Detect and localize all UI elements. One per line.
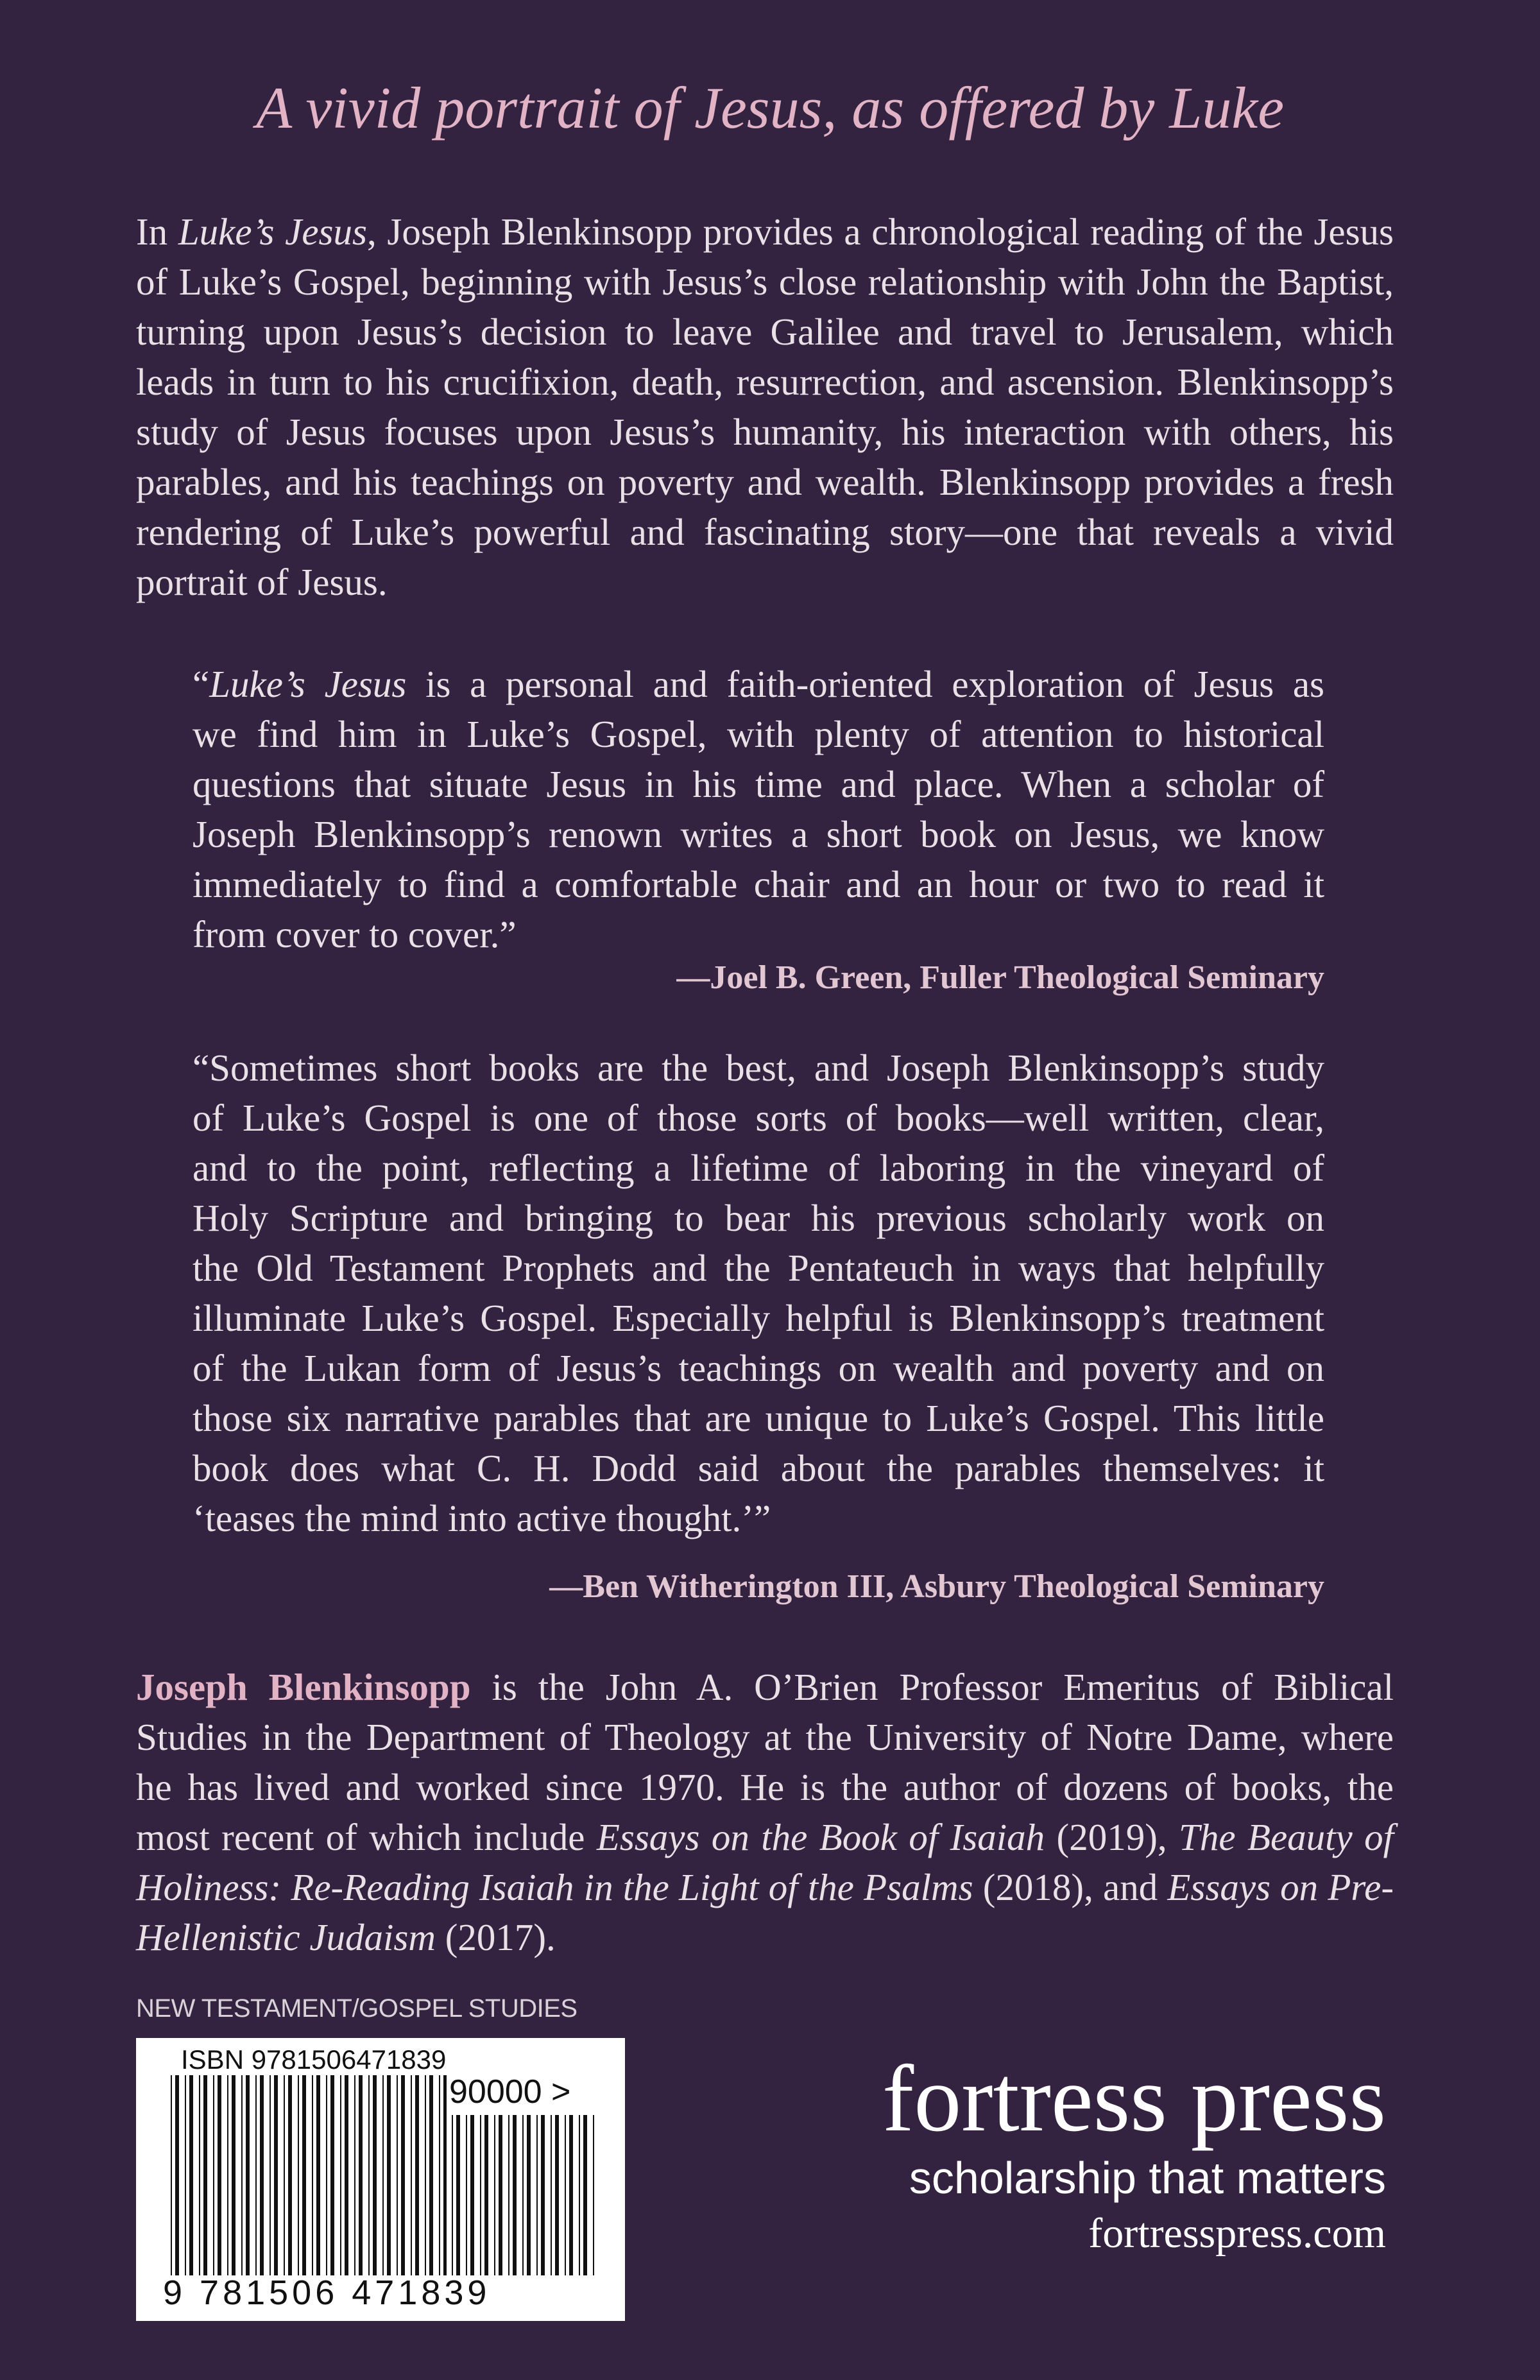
barcode-bar [345,2075,348,2275]
text-run: most recent of which include [136,1816,597,1858]
barcode-bar [368,2075,370,2275]
barcode-bar [241,2075,243,2275]
barcode-bar [470,2115,474,2275]
text-line [193,1493,1324,1543]
text-run: questions that situate Jesus in his time and place. When a scholar of [193,763,1324,805]
text-run: leads in turn to his crucifixion, death, resurrection, and ascension. Blenkinsopp’s [136,361,1394,403]
text-line [136,407,1394,457]
text-line [136,557,1394,607]
text-run: Studies in the Department of Theology at the University of Notre Dame, where [136,1716,1394,1758]
publisher-name: fortress press [882,2046,1386,2152]
barcode-bar [189,2075,193,2275]
barcode-bar [439,2075,440,2275]
barcode-bar [288,2075,292,2275]
publisher-slogan: scholarship that matters [909,2153,1386,2203]
text-run: the Old Testament Prophets and the Pentateuch in ways that helpfully [193,1247,1324,1289]
text-run: Luke’s Jesus [209,663,407,705]
barcode-bar [260,2075,264,2275]
barcode-bar [480,2115,481,2275]
text-run: Joseph Blenkinsopp’s renown writes a short book on Jesus, we know [193,813,1324,855]
text-run: illuminate Luke’s Gospel. Especially helpful is Blenkinsopp’s treatment [193,1297,1324,1339]
text-line [193,709,1324,759]
barcode-bar [527,2115,531,2275]
book-description [136,207,1394,607]
text-run: from cover to cover.” [193,913,517,955]
barcode-bar [359,2075,363,2275]
text-line [193,1293,1324,1343]
endorsement-quote-2 [193,1043,1324,1543]
text-line [193,859,1324,909]
text-line [136,507,1394,557]
text-run: he has lived and worked since 1970. He is the author of dozens of books, the [136,1766,1394,1808]
barcode-bar [593,2115,594,2275]
barcode-bar [499,2115,502,2275]
barcode-bar [555,2115,559,2275]
barcode-bar [270,2075,271,2275]
barcode-bar [415,2075,419,2275]
text-run: of Luke’s Gospel, beginning with Jesus’s close relationship with John the Baptist, [136,261,1394,303]
text-line [193,1343,1324,1393]
text-run: we find him in Luke’s Gospel, with plenty of attention to historical [193,713,1324,755]
text-line [193,1143,1324,1193]
barcode-bar [175,2075,179,2275]
barcode-bar [255,2075,257,2275]
text-line [193,1393,1324,1443]
text-run: Hellenistic Judaism [136,1916,436,1958]
barcode-bar [330,2075,334,2275]
publisher-block [873,2046,1386,2260]
text-line [136,357,1394,407]
isbn-barcode [136,2038,625,2321]
barcode-bar [340,2075,341,2275]
text-run: In [136,210,178,253]
publisher-url: fortresspress.com [1088,2210,1386,2257]
text-run: parables, and his teachings on poverty and wealth. Blenkinsopp provides a fresh [136,461,1394,503]
text-run: book does what C. H. Dodd said about the parables themselves: it [193,1447,1324,1489]
barcode-bar [541,2115,545,2275]
text-line [136,257,1394,307]
author-name: Joseph Blenkinsopp [136,1666,471,1708]
text-run: Luke’s Jesus [178,210,367,253]
barcode-bar [298,2075,299,2275]
barcode-bar [456,2115,460,2275]
barcode-bar [354,2075,355,2275]
barcode-bar [583,2115,587,2275]
text-run: of the Lukan form of Jesus’s teachings on wealth and poverty and on [193,1347,1324,1389]
isbn-label: ISBN 9781506471839 [181,2044,447,2075]
author-bio-first-line [136,1662,1394,1712]
barcode-bar [284,2075,285,2275]
barcode-bar [274,2075,278,2275]
text-run: , Joseph Blenkinsopp provides a chronological reading of the Jesus [366,210,1394,253]
text-line [193,1093,1324,1143]
text-run: is a personal and faith-oriented exploration of Jesus as [406,663,1325,705]
text-line [193,1043,1324,1093]
barcode-bar [466,2115,467,2275]
barcode-bar [382,2075,384,2275]
text-line [193,659,1324,709]
barcode-addon-bars [450,2115,598,2275]
text-run: of Luke’s Gospel is one of those sorts of books—well written, clear, [193,1097,1324,1139]
text-line [193,1193,1324,1243]
barcode-bar [551,2115,552,2275]
text-run: (2019), [1045,1816,1179,1858]
isbn-digits: 9 781506 471839 [163,2273,491,2312]
barcode-bar [579,2115,580,2275]
text-run: Essays on Pre- [1167,1866,1394,1908]
text-run: portrait of Jesus. [136,561,388,603]
barcode-bar [199,2075,200,2275]
barcode-bar [246,2075,250,2275]
barcode-bar [443,2075,447,2275]
barcode-bar [397,2075,398,2275]
category-label: NEW TESTAMENT/GOSPEL STUDIES [136,1994,578,2023]
barcode-bar [565,2115,566,2275]
text-line [136,1812,1394,1862]
barcode-bar [213,2075,214,2275]
text-run: (2018), and [973,1866,1168,1908]
text-line [193,909,1324,959]
text-line [136,457,1394,507]
author-bio [136,1662,1394,1962]
barcode-bar [429,2075,433,2275]
text-run: immediately to find a comfortable chair and an hour or two to read it [193,863,1324,905]
barcode-bar [316,2075,320,2275]
barcode-bar [232,2075,235,2275]
barcode-bar [218,2075,221,2275]
barcode-bar [326,2075,327,2275]
text-run: “ [193,663,210,705]
barcode-bar [312,2075,313,2275]
text-line [136,1862,1394,1912]
text-line [136,307,1394,357]
text-run: those six narrative parables that are unique to Luke’s Gospel. This little [193,1397,1324,1439]
text-line [136,1712,1394,1762]
text-line [136,1762,1394,1812]
barcode-bar [401,2075,405,2275]
barcode-bar [373,2075,377,2275]
price-code: 90000 > [449,2073,571,2110]
author-bio-first-line-rest: is the John A. O’Brien Professor Emeritus of Biblical [470,1666,1394,1708]
barcode-bar [227,2075,228,2275]
text-run: Holiness: Re-Reading Isaiah in the Light of the Psalms [136,1866,973,1908]
barcode-bar [411,2075,412,2275]
text-line [193,1443,1324,1493]
text-run: “Sometimes short books are the best, and Joseph Blenkinsopp’s study [193,1047,1324,1089]
text-line [136,1912,1394,1962]
barcode-bar [536,2115,538,2275]
barcode-bar [513,2115,517,2275]
endorsement-attribution-1: —Joel B. Green, Fuller Theological Seminary [676,959,1324,996]
barcode-bar [494,2115,495,2275]
text-run: (2017). [436,1916,556,1958]
text-run: The Beauty of [1179,1816,1394,1858]
endorsement-quote-1 [193,659,1324,959]
text-run: study of Jesus focuses upon Jesus’s humanity, his interaction with others, his [136,411,1394,453]
text-line [136,207,1394,257]
barcode-bar [452,2115,453,2275]
text-run: Holy Scripture and bringing to bear his previous scholarly work on [193,1197,1324,1239]
barcode-bar [302,2075,306,2275]
barcode-bar [425,2075,426,2275]
barcode-bar [522,2115,524,2275]
endorsement-attribution-2: —Ben Witherington III, Asbury Theological Seminary [549,1568,1324,1605]
barcode-bar [484,2115,488,2275]
text-line [193,809,1324,859]
barcode-bar [203,2075,207,2275]
text-run: turning upon Jesus’s decision to leave Galilee and travel to Jerusalem, which [136,311,1394,353]
text-run: ‘teases the mind into active thought.’” [193,1497,771,1539]
barcode-bar [569,2115,573,2275]
text-line [193,759,1324,809]
tagline: A vivid portrait of Jesus, as offered by Luke [255,75,1285,141]
text-line [193,1243,1324,1293]
text-run: Essays on the Book of Isaiah [596,1816,1045,1858]
barcode-bar [387,2075,391,2275]
text-run: and to the point, reflecting a lifetime of laboring in the vineyard of [193,1147,1324,1189]
text-run: rendering of Luke’s powerful and fascinating story—one that reveals a vivid [136,511,1394,553]
barcode-bar [171,2075,172,2275]
barcode-bar [185,2075,186,2275]
barcode-main-bars [169,2075,447,2275]
barcode-bar [508,2115,509,2275]
